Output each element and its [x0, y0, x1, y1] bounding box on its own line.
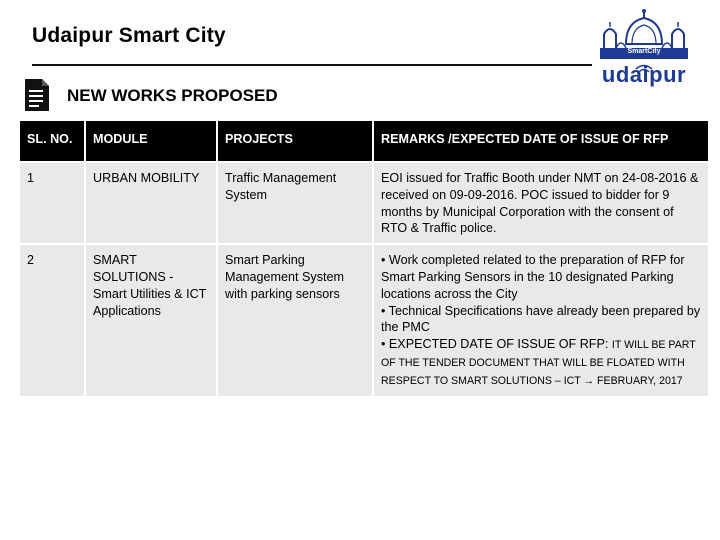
page-title: Udaipur Smart City: [32, 24, 226, 47]
cell-sl-no: 1: [19, 162, 85, 244]
table-row: [19, 162, 709, 244]
cell-sl-no: 2: [19, 244, 85, 396]
header-remarks: REMARKS /EXPECTED DATE OF ISSUE OF RFP: [373, 120, 709, 162]
cell-module: SMART SOLUTIONS - Smart Utilities & ICT Applications: [85, 244, 217, 396]
cell-remarks: [373, 162, 709, 244]
header-module: MODULE: [85, 120, 217, 162]
logo-smartcity-text: SmartCity: [627, 48, 661, 55]
section-title: NEW WORKS PROPOSED: [67, 86, 278, 105]
header-sl-no: SL. NO.: [19, 120, 85, 162]
remarks-bullet: • Work completed related to the preparation of RFP for Smart Parking Sensors in the 10 designated Parking locations across the City: [381, 253, 685, 301]
remarks-bullet: • Technical Specifications have already been prepared by the PMC: [381, 303, 701, 335]
works-table: [18, 119, 710, 398]
header-projects: PROJECTS: [217, 120, 373, 162]
logo-udaipur-text: udaipur: [601, 62, 687, 87]
cell-project: Smart Parking Management System with parking sensors: [217, 244, 373, 396]
table-row: [19, 244, 709, 396]
remarks-text: EOI issued for Traffic Booth under NMT on 24-08-2016 & received on 09-09-2016. POC issued to bidder for 9 months by Municipal Corporation with the consent of RTO & Traffic police.: [381, 171, 699, 236]
document-icon: [24, 78, 50, 112]
table-header-row: [19, 120, 709, 162]
remarks-small-text: IT WILL BE PART OF THE TENDER DOCUMENT THAT WILL BE FLOATED WITH RESPECT TO SMART SOLUTIONS – ICT → FEBRUARY, 2017: [381, 339, 696, 387]
remarks-bullet-label: • EXPECTED DATE OF ISSUE OF RFP:: [381, 337, 612, 352]
cell-module: URBAN MOBILITY: [85, 162, 217, 244]
cell-project: Traffic Management System: [217, 162, 373, 244]
remarks-bullet: [381, 336, 702, 389]
title-divider: [32, 64, 592, 66]
cell-remarks: [373, 244, 709, 396]
udaipur-smart-city-logo: [596, 8, 692, 86]
